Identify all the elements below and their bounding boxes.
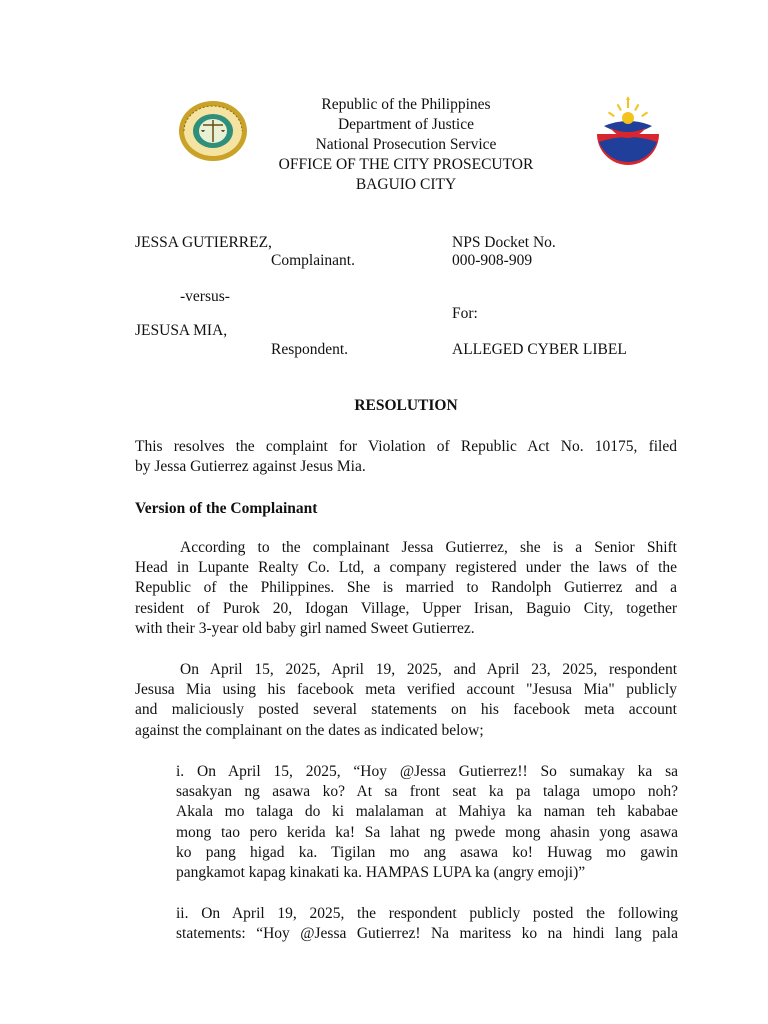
offense-label: ALLEGED CYBER LIBEL [452, 341, 627, 358]
paragraph-line: with their 3-year old baby girl named Sweet Gutierrez. [135, 619, 475, 637]
docket-label: NPS Docket No. [452, 234, 556, 251]
paragraph-line: On April 15, 2025, April 19, 2025, and April 23, 2025, respondent [180, 661, 677, 678]
header-line-republic: Republic of the Philippines [321, 96, 491, 113]
intro-line: by Jessa Gutierrez against Jesus Mia. [135, 458, 366, 476]
paragraph-line: According to the complainant Jessa Gutierrez, she is a Senior Shift [180, 539, 677, 556]
item-line: ii. On April 19, 2025, the respondent publicly posted the following [176, 905, 678, 922]
item-line: statements: “Hoy @Jessa Gutierrez! Na maritess ko na hindi lang pala [176, 925, 678, 943]
paragraph-line: Republic of the Philippines. She is married to Randolph Gutierrez and a [135, 579, 677, 597]
complainant-paragraph [135, 538, 677, 639]
paragraph-line: Jesusa Mia using his facebook meta verified account "Jesusa Mia" publicly [135, 681, 677, 699]
complainant-name: JESSA GUTIERREZ, [135, 234, 272, 251]
paragraph-line: and maliciously posted several statements on his facebook meta account [135, 701, 677, 719]
respondent-name: JESUSA MIA, [135, 322, 228, 339]
docket-number: 000-908-909 [452, 252, 533, 269]
for-label: For: [452, 305, 478, 322]
item-line: sasakyan ng asawa ko? At sa front seat ka pa talaga umopo noh? [176, 783, 678, 801]
item-line: pangkamot kapag kinakati ka. HAMPAS LUPA ka (angry emoji)” [176, 863, 586, 881]
paragraph-line: resident of Purok 20, Idogan Village, Upper Irisan, Baguio City, together [135, 599, 677, 617]
respondent-role: Respondent. [271, 341, 349, 358]
complainant-role: Complainant. [271, 252, 355, 269]
document-header [0, 95, 768, 195]
item-line: i. On April 15, 2025, “Hoy @Jessa Gutierrez!! So sumakay ka sa [176, 763, 678, 780]
section-heading: Version of the Complainant [135, 500, 318, 517]
intro-line: This resolves the complaint for Violation of Republic Act No. 10175, filed [135, 438, 677, 455]
header-line-department: Department of Justice [337, 116, 474, 133]
item-line: Akala mo talaga do ki malalaman at Mahiya ka naman teh kababae [176, 803, 678, 821]
header-line-city: BAGUIO CITY [355, 176, 457, 193]
post-item-2 [176, 904, 678, 944]
post-item-1 [176, 762, 678, 883]
versus-label: -versus- [180, 288, 230, 305]
header-line-office: OFFICE OF THE CITY PROSECUTOR [278, 156, 534, 173]
item-line: mong tao pero kerida ka! Sa lahat ng pwede mong ahasin yong asawa [176, 823, 678, 841]
paragraph-line: against the complainant on the dates as indicated below; [135, 721, 484, 739]
respondent-posts-paragraph [135, 660, 677, 741]
intro-paragraph [135, 437, 677, 477]
item-line: ko pang higad ka. Tigilan mo ang asawa ko! Huwag mo gawin [176, 843, 678, 861]
paragraph-line: Head in Lupante Realty Co. Ltd, a company registered under the laws of the [135, 559, 677, 577]
header-line-nps: National Prosecution Service [315, 136, 497, 153]
resolution-title: RESOLUTION [354, 397, 458, 414]
